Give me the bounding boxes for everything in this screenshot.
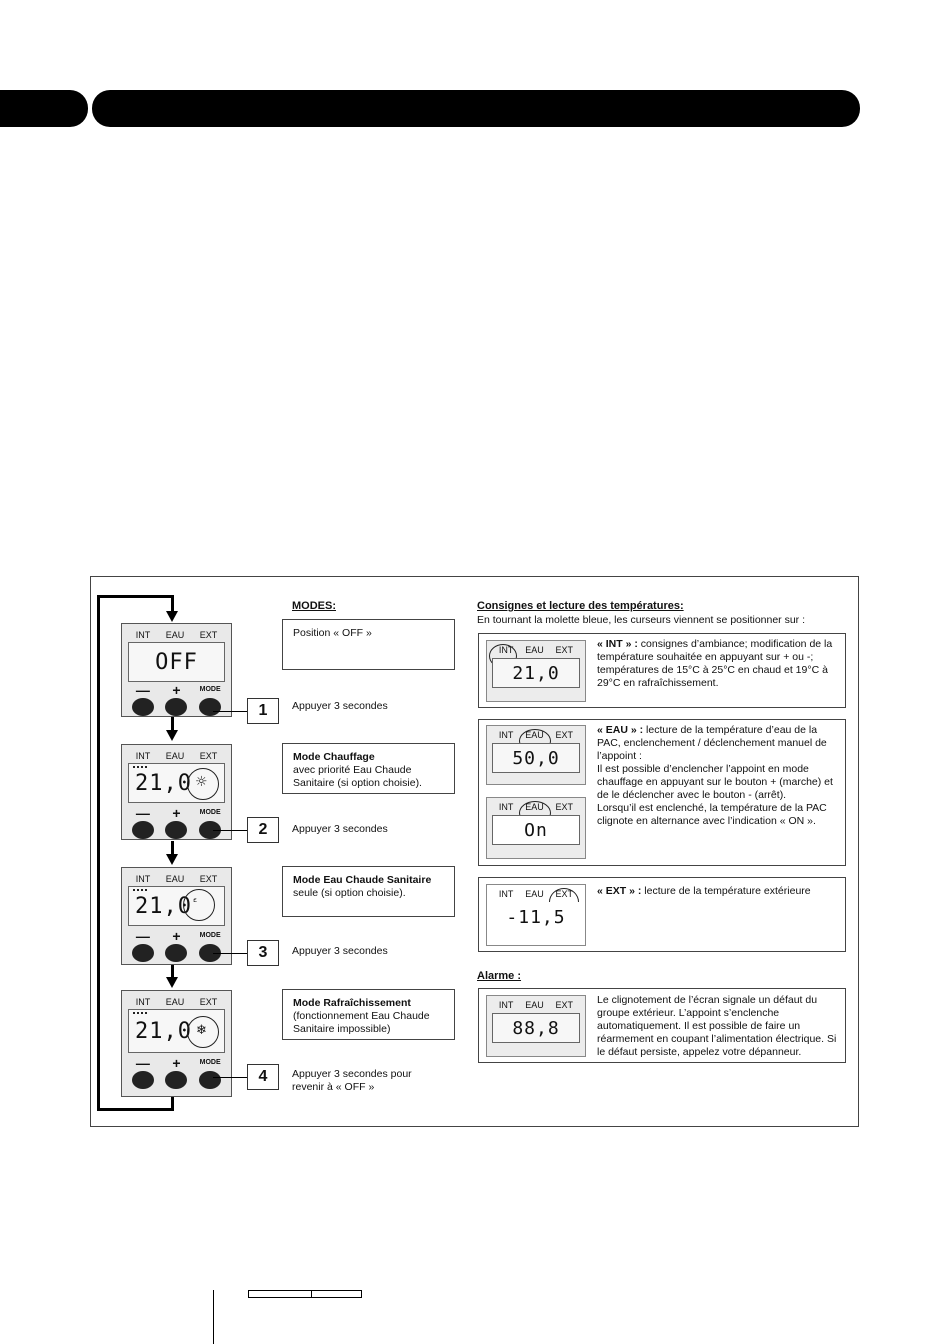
mode-box-rafraichissement: [282, 989, 455, 1040]
label-ext: EXT: [199, 630, 218, 640]
mode-label: MODE: [199, 1059, 221, 1066]
label-eau: EAU: [525, 1000, 544, 1010]
step-number-3: 3: [247, 940, 279, 966]
label-ext: EXT: [199, 874, 218, 884]
int-text: consignes d’ambiance; modification de la température souhaitée en appuyant sur + ou -; températures de 15°C à 25°C en chaud et 19°C à 29°C en rafraîchissement.: [597, 638, 833, 689]
ext-info-box: [478, 877, 846, 952]
arrow-down-icon: [166, 854, 178, 865]
consignes-intro: En tournant la molette bleue, les curseurs viennent se positionner sur :: [477, 614, 806, 626]
label-ext: EXT: [555, 645, 574, 655]
lcd-value: 88,8: [512, 1017, 560, 1039]
minus-label: —: [135, 805, 150, 821]
lcd-screen: [128, 642, 225, 682]
lcd-screen: [492, 658, 580, 688]
mode-box-chauffage: [282, 743, 455, 794]
minus-button[interactable]: [132, 698, 154, 716]
minus-label: —: [135, 682, 150, 698]
label-eau: EAU: [525, 889, 544, 899]
minus-button[interactable]: [132, 821, 154, 839]
mode-box-off: [282, 619, 455, 670]
lcd-value: -11,5: [506, 906, 566, 928]
label-ext: EXT: [555, 730, 574, 740]
instruction-text: Appuyer 3 secondes: [292, 823, 388, 835]
label-int: INT: [135, 751, 151, 761]
lcd-value: On: [524, 819, 548, 841]
step-number-1: 1: [247, 698, 279, 724]
lcd-value: 21,0: [135, 893, 192, 919]
ext-text: lecture de la température extérieure: [644, 885, 811, 897]
connector-line-2: [213, 830, 247, 831]
label-ext: EXT: [555, 889, 574, 899]
flow-arrow-shaft-2: [171, 717, 174, 731]
instruction-text: Appuyer 3 secondes: [292, 945, 388, 957]
label-int: INT: [498, 802, 514, 812]
eau-label: « EAU » :: [597, 724, 644, 736]
header-tab-left: [0, 90, 88, 127]
footer-box: [248, 1290, 362, 1298]
label-int: INT: [498, 730, 514, 740]
plus-label: +: [172, 682, 181, 698]
eau-text-3: Lorsqu’il est enclenché, la température de la PAC clignote en alternance avec l’indication « ON ».: [597, 802, 827, 827]
minus-label: —: [135, 928, 150, 944]
connector-line-1: [213, 711, 247, 712]
plus-label: +: [172, 928, 181, 944]
label-ext: EXT: [555, 802, 574, 812]
lcd-screen: [128, 763, 225, 803]
eau-info-box: [478, 719, 846, 866]
mode-highlight-circle: [183, 889, 215, 921]
mode-title: Position « OFF »: [293, 627, 372, 639]
lcd-value: OFF: [155, 649, 198, 675]
ext-description: [597, 885, 841, 898]
flow-loop-left: [97, 595, 100, 1111]
plus-button[interactable]: [165, 1071, 187, 1089]
controller-device-4: [121, 990, 232, 1097]
arrow-down-icon: [166, 730, 178, 741]
label-eau: EAU: [165, 751, 185, 761]
footer-divider: [213, 1290, 214, 1344]
controller-device-2: [121, 744, 232, 840]
flow-loop-top: [97, 595, 174, 598]
mini-device-eau-on: [486, 797, 586, 859]
arrow-down-icon: [166, 977, 178, 988]
label-ext: EXT: [199, 751, 218, 761]
minus-label: —: [135, 1055, 150, 1071]
mode-title: Mode Eau Chaude Sanitaire: [293, 874, 432, 886]
alarme-heading: Alarme :: [477, 970, 522, 982]
mode-label: MODE: [199, 809, 221, 816]
ext-label: « EXT » :: [597, 885, 642, 897]
diagram-panel: [90, 576, 859, 1127]
lcd-value: 21,0: [512, 662, 560, 684]
consignes-heading: Consignes et lecture des températures:: [477, 600, 684, 612]
int-label: « INT » :: [597, 638, 638, 650]
lcd-screen: [492, 1013, 580, 1043]
eau-text-2: Il est possible d’enclencher l’appoint en mode chauffage en appuyant sur le bouton + (marche) et de le déclencher avec le bouton - (arrêt).: [597, 763, 833, 801]
mode-description: seule (si option choisie).: [293, 887, 406, 899]
mode-label: MODE: [199, 932, 221, 939]
mini-device-ext: [486, 884, 586, 946]
mode-description: avec priorité Eau Chaude Sanitaire (si option choisie).: [293, 764, 422, 789]
flow-arrow-shaft-5: [171, 1097, 174, 1111]
header-bar: [92, 90, 860, 127]
label-int: INT: [135, 997, 151, 1007]
mini-device-alarme: [486, 995, 586, 1057]
flow-arrow-shaft-3: [171, 841, 174, 855]
minus-button[interactable]: [132, 1071, 154, 1089]
label-eau: EAU: [525, 730, 544, 740]
int-info-box: [478, 633, 846, 708]
label-int: INT: [135, 630, 151, 640]
mini-device-eau: [486, 725, 586, 785]
mini-device-int: [486, 640, 586, 702]
minus-button[interactable]: [132, 944, 154, 962]
lcd-screen: [492, 815, 580, 845]
alarme-info-box: [478, 988, 846, 1063]
mode-description: (fonctionnement Eau Chaude Sanitaire impossible): [293, 1010, 430, 1035]
lcd-value: 21,0: [135, 770, 192, 796]
plus-button[interactable]: [165, 698, 187, 716]
plus-label: +: [172, 805, 181, 821]
step-number-2: 2: [247, 817, 279, 843]
snowflake-icon: ❄: [196, 1023, 207, 1038]
mode-label: MODE: [199, 686, 221, 693]
lcd-screen: [128, 886, 225, 926]
flow-loop-bottom: [97, 1108, 174, 1111]
label-ext: EXT: [555, 1000, 574, 1010]
lcd-screen: [492, 902, 580, 932]
controller-device-3: [121, 867, 232, 965]
label-eau: EAU: [165, 630, 185, 640]
eau-description: [597, 724, 841, 828]
label-int: INT: [498, 645, 514, 655]
mode-button[interactable]: [199, 1071, 221, 1089]
sun-icon: ☼: [195, 774, 208, 790]
label-eau: EAU: [525, 802, 544, 812]
alarme-text: Le clignotement de l’écran signale un défaut du groupe extérieur. L’appoint s’enclenche automatiquement. Il est possible de faire un réarmement en coupant l’alimentation électrique. Si le défaut persiste, appelez votre dépanneur.: [597, 994, 837, 1058]
instruction-text: Appuyer 3 secondes: [292, 700, 388, 712]
plus-button[interactable]: [165, 944, 187, 962]
flow-arrow-shaft-1: [171, 595, 174, 612]
label-int: INT: [135, 874, 151, 884]
label-eau: EAU: [165, 997, 185, 1007]
flow-arrow-shaft-4: [171, 964, 174, 978]
lcd-value: 21,0: [135, 1018, 192, 1044]
label-ext: EXT: [199, 997, 218, 1007]
mode-title: Mode Chauffage: [293, 751, 375, 763]
mode-title: Mode Rafraîchissement: [293, 997, 411, 1009]
plus-button[interactable]: [165, 821, 187, 839]
plus-label: +: [172, 1055, 181, 1071]
lcd-screen: [128, 1009, 225, 1053]
modes-heading: MODES:: [292, 600, 336, 612]
instruction-text: Appuyer 3 secondes pour revenir à « OFF »: [292, 1068, 412, 1093]
arrow-down-icon: [166, 611, 178, 622]
controller-device-1: [121, 623, 232, 717]
connector-line-4: [213, 1077, 247, 1078]
label-int: INT: [498, 889, 514, 899]
lcd-value: 50,0: [512, 747, 560, 769]
step-number-4: 4: [247, 1064, 279, 1090]
connector-line-3: [213, 953, 247, 954]
mode-button[interactable]: [199, 698, 221, 716]
tap-icon: ᵋ: [193, 895, 198, 909]
int-description: [597, 638, 841, 690]
label-eau: EAU: [165, 874, 185, 884]
eau-text: lecture de la température d’eau de la PAC, enclenchement / déclenchement manuel de l’appoint :: [597, 724, 827, 762]
label-eau: EAU: [525, 645, 544, 655]
lcd-screen: [492, 743, 580, 773]
mode-box-eau-chaude: [282, 866, 455, 917]
label-int: INT: [498, 1000, 514, 1010]
